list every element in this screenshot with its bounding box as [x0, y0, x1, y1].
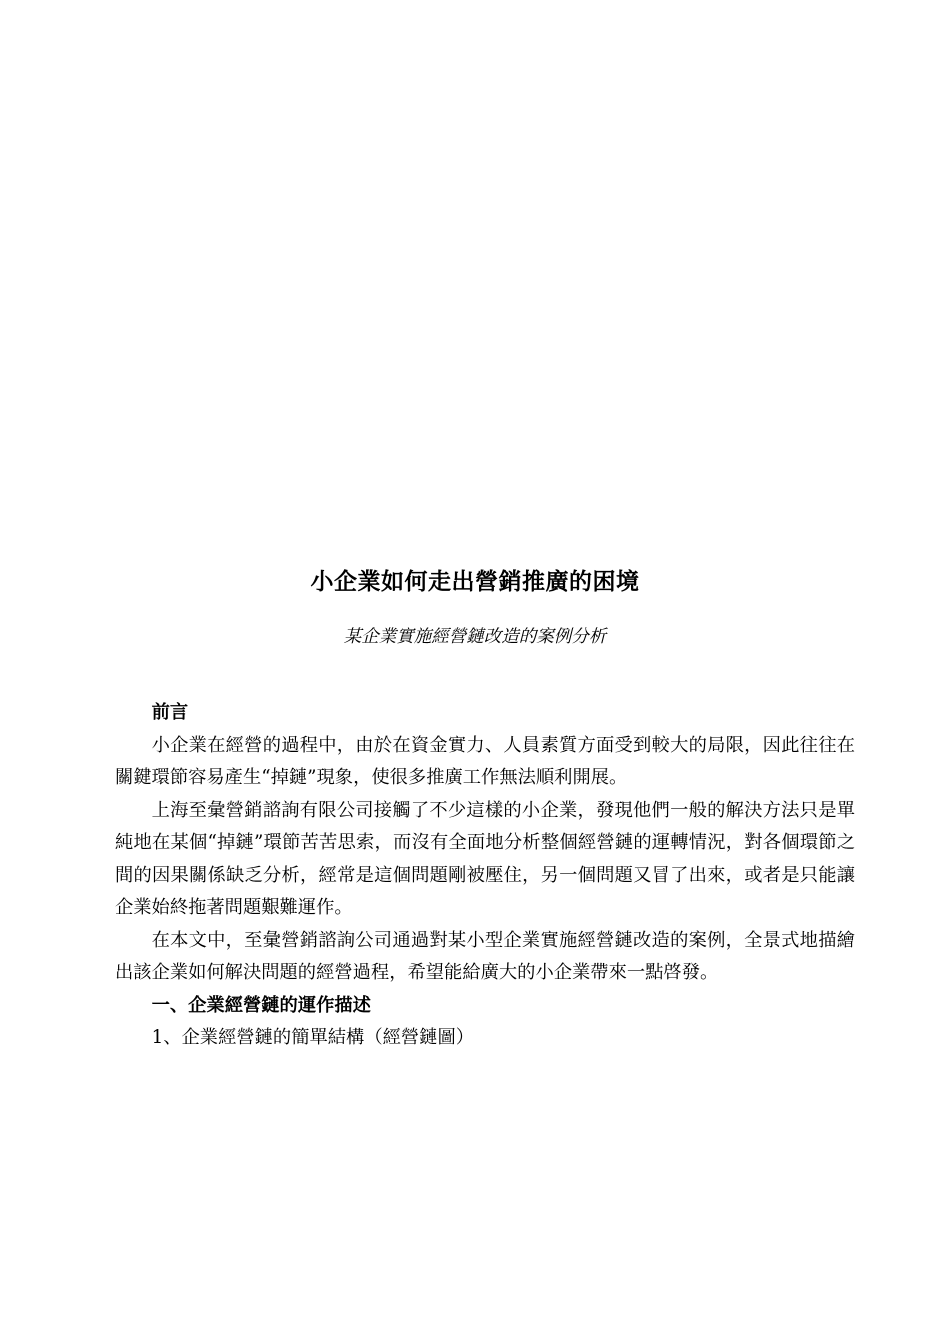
paragraph-consulting: 上海至彙營銷諮詢有限公司接觸了不少這樣的小企業，發現他們一般的解決方法只是單純地在某個“掉鏈”環節苦苦思索，而沒有全面地分析整個經營鏈的運轉情況，對各個環節之間的因果關係缺乏分析，經常是這個問題剛被壓住，另一個問題又冒了出來，或者是只能讓企業始終拖著問題艱難運作。 [115, 799, 855, 918]
document-body [115, 697, 855, 1055]
section-heading: 一、企業經營鏈的運作描述 [151, 994, 371, 1016]
document-title: 小企業如何走出營銷推廣的困境 [310, 568, 640, 595]
document-subtitle: 某企業實施經營鏈改造的案例分析 [343, 627, 607, 647]
paragraph-purpose: 在本文中，至彙營銷諮詢公司通過對某小型企業實施經營鏈改造的案例，全景式地描繪出該企業如何解決問題的經營過程，希望能給廣大的小企業帶來一點啓發。 [115, 929, 855, 983]
preface-heading: 前言 [151, 702, 189, 723]
paragraph-intro: 小企業在經營的過程中，由於在資金實力、人員素質方面受到較大的局限，因此往往在關鍵環節容易產生“掉鏈”現象，使很多推廣工作無法順利開展。 [115, 734, 855, 788]
subsection-heading: 1、企業經營鏈的簡單結構（經營鏈圖） [151, 1027, 475, 1048]
